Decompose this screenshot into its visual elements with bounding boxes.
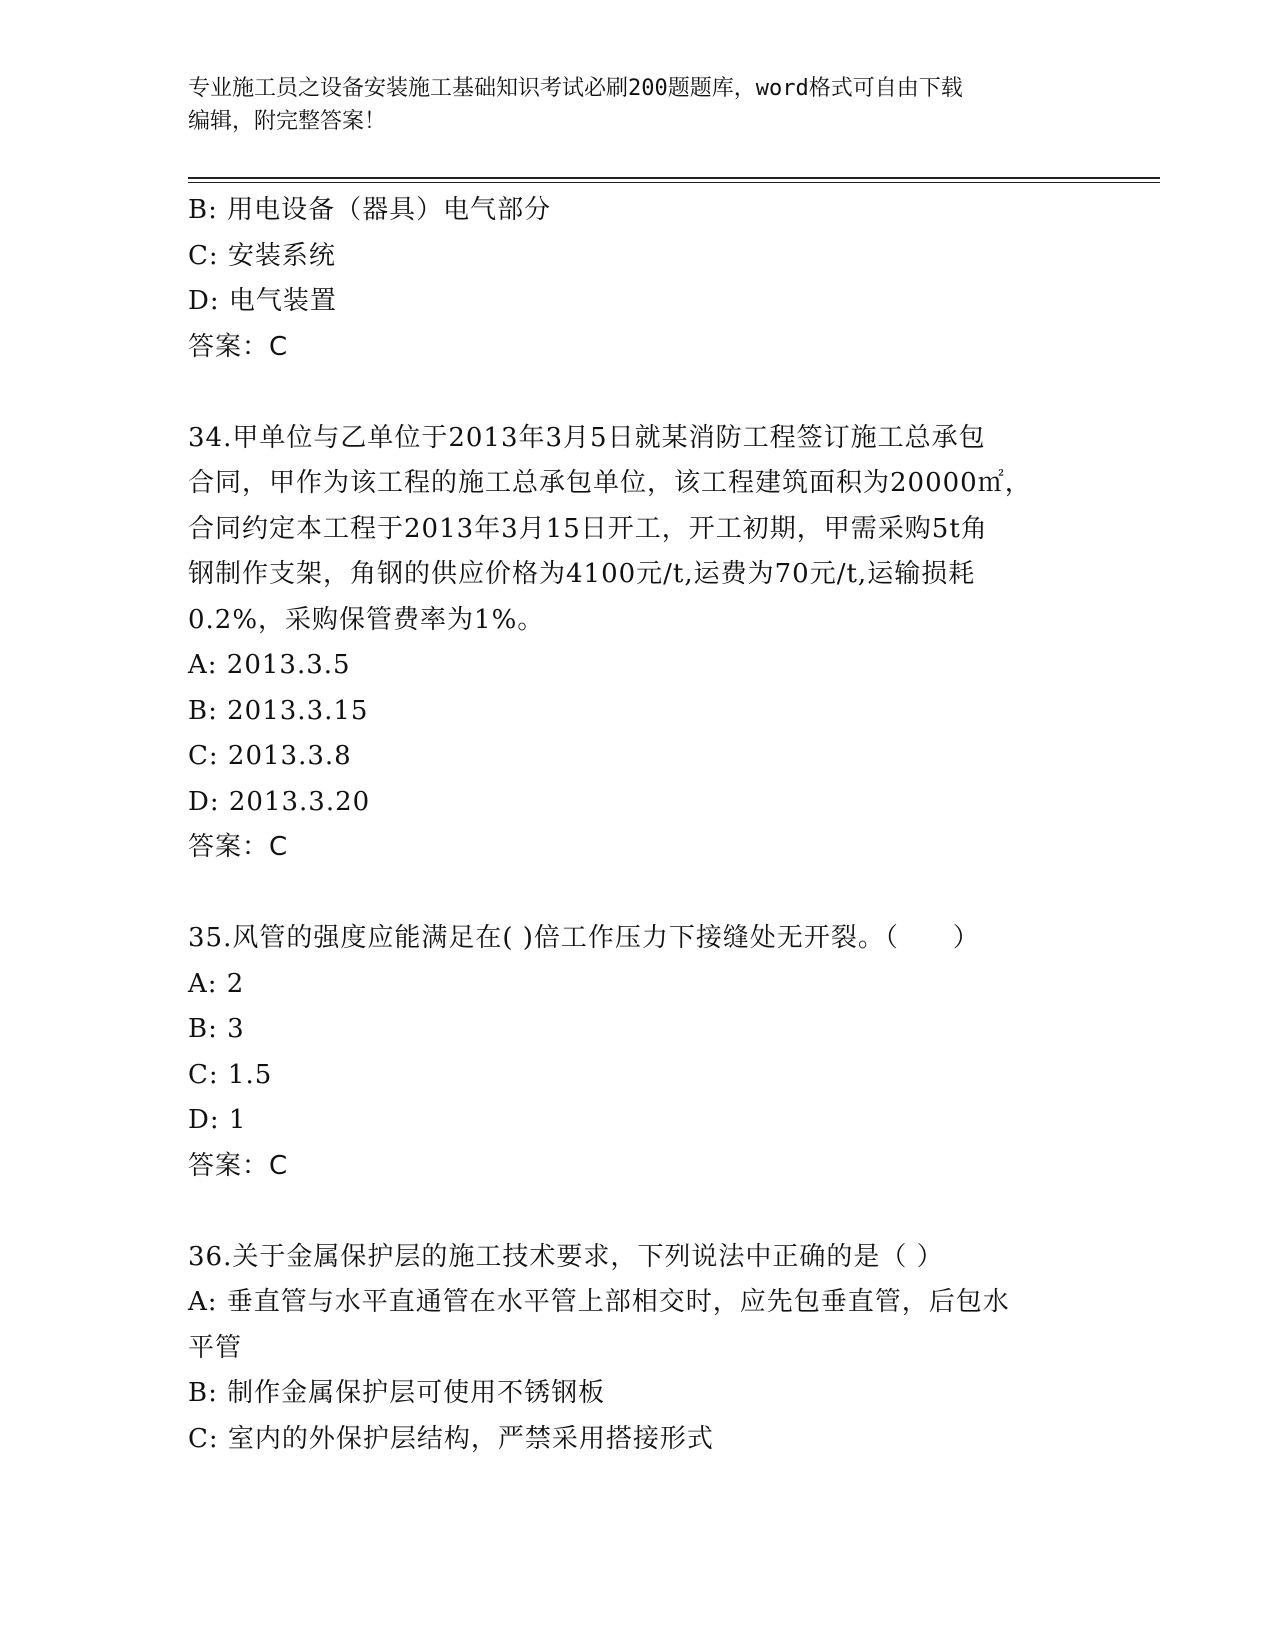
q33-answer: 答案：C	[188, 331, 289, 362]
q34-question-line-1: 34.甲单位与乙单位于2013年3月5日就某消防工程签订施工总承包	[188, 422, 986, 453]
q36-option-c: C: 室内的外保护层结构，严禁采用搭接形式	[188, 1423, 714, 1454]
q34-answer: 答案：C	[188, 832, 289, 862]
document-header	[188, 72, 1088, 138]
question-content	[188, 188, 1088, 1462]
spacer	[188, 1189, 1088, 1235]
q36-option-a-line-1: A: 垂直管与水平直通管在水平管上部相交时，应先包垂直管，后包水	[188, 1287, 1010, 1317]
q35-option-d: D: 1	[188, 1105, 247, 1135]
q34-question-line-2: 合同，甲作为该工程的施工总承包单位，该工程建筑面积为20000㎡，	[188, 468, 1032, 498]
q33-option-d: D: 电气装置	[188, 286, 337, 316]
q36-question: 36.关于金属保护层的施工技术要求，下列说法中正确的是（ ）	[188, 1241, 944, 1272]
q33-option-c: C: 安装系统	[188, 240, 336, 271]
q35-option-c: C: 1.5	[188, 1059, 273, 1090]
header-divider-thin	[188, 182, 1160, 183]
spacer	[188, 370, 1088, 416]
q35-answer: 答案：C	[188, 1150, 289, 1181]
header-line-1: 专业施工员之设备安装施工基础知识考试必刷200题题库，word格式可自由下载	[188, 76, 963, 101]
q36-option-b: B: 制作金属保护层可使用不锈钢板	[188, 1378, 606, 1408]
header-divider-thick	[188, 177, 1160, 179]
q34-question-line-5: 0.2%，采购保管费率为1%。	[188, 604, 545, 635]
q33-option-b: B: 用电设备（器具）电气部分	[188, 195, 552, 225]
q36-option-a-line-2: 平管	[188, 1332, 243, 1363]
q34-option-a: A: 2013.3.5	[188, 650, 351, 680]
header-line-2: 编辑，附完整答案！	[188, 109, 387, 134]
q34-question-line-3: 合同约定本工程于2013年3月15日开工，开工初期，甲需采购5t角	[188, 513, 988, 544]
q35-option-b: B: 3	[188, 1014, 245, 1044]
q34-option-d: D: 2013.3.20	[188, 786, 371, 817]
q34-question-line-4: 钢制作支架，角钢的供应价格为4100元/t,运费为70元/t,运输损耗	[188, 559, 976, 589]
q34-option-c: C: 2013.3.8	[188, 741, 352, 771]
q34-option-b: B: 2013.3.15	[188, 695, 369, 726]
q35-option-a: A: 2	[188, 968, 245, 999]
spacer	[188, 871, 1088, 917]
q35-question: 35.风管的强度应能满足在( )倍工作压力下接缝处无开裂。（ ）	[188, 923, 980, 953]
